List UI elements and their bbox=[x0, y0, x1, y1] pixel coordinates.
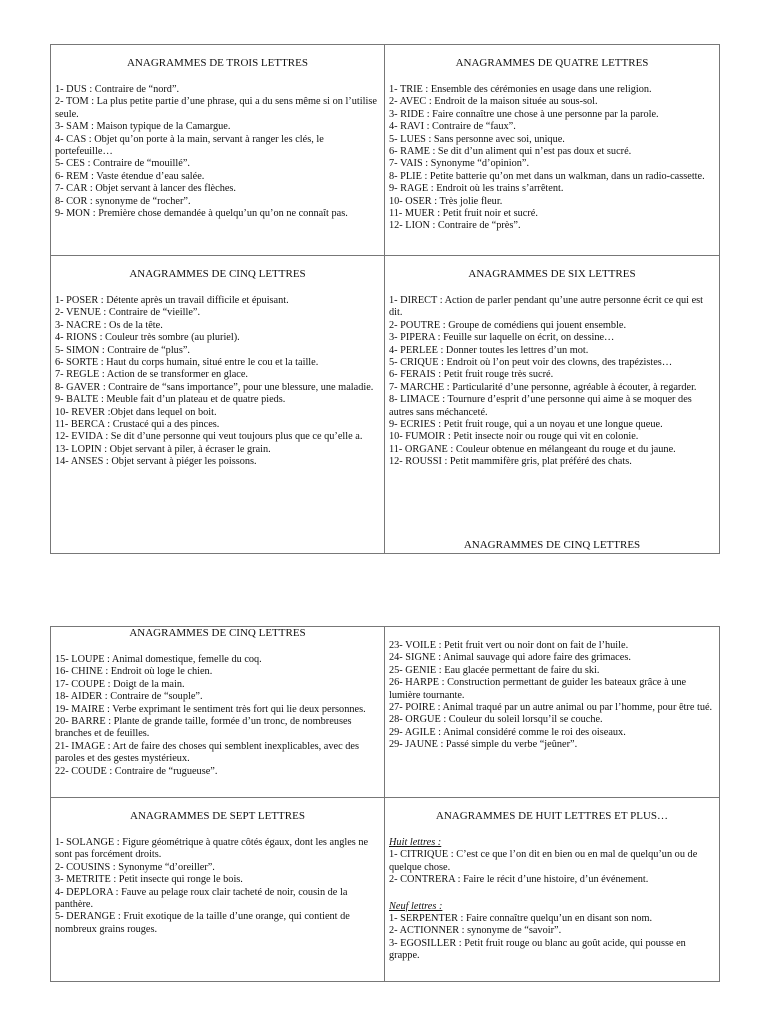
list-item: 10- REVER :Objet dans lequel on boit. bbox=[55, 406, 217, 418]
list-item: 3- RIDE : Faire connaître une chose à une personne par la parole. bbox=[389, 108, 659, 120]
list-item: 2- COUSINS : Synonyme “d’oreiller”. bbox=[55, 861, 215, 873]
list-item: 26- HARPE : Construction permettant de guider les bateaux grâce à une lumière tournante. bbox=[389, 677, 687, 701]
list-four bbox=[389, 84, 715, 233]
list-item: 8- COR : synonyme de “rocher”. bbox=[55, 195, 191, 207]
list-item: 5- LUES : Sans personne avec soi, unique. bbox=[389, 133, 565, 145]
list-item: 18- AIDER : Contraire de “souple”. bbox=[55, 691, 203, 703]
list-item: 9- BALTE : Meuble fait d’un plateau et de quatre pieds. bbox=[55, 394, 286, 406]
list-item: 10- FUMOIR : Petit insecte noir ou rouge qui vit en colonie. bbox=[389, 431, 639, 443]
list-item: 1- TRIE : Ensemble des cérémonies en usage dans une religion. bbox=[389, 84, 652, 95]
list-item: 16- CHINE : Endroit où loge le chien. bbox=[55, 666, 213, 678]
list-item: 2- AVEC : Endroit de la maison située au sous-sol. bbox=[389, 96, 598, 108]
list-item: 13- LOPIN : Objet servant à piler, à écraser le grain. bbox=[55, 443, 271, 455]
list-five bbox=[55, 295, 380, 469]
cell-five-letters bbox=[51, 255, 384, 553]
list-item: 6- FERAIS : Petit fruit rouge très sucré. bbox=[389, 369, 554, 381]
list-item: 1- SOLANGE : Figure géométrique à quatre côtés égaux, dont les angles ne sont pas forcément droits. bbox=[55, 837, 369, 861]
list-item: 1- SERPENTER : Faire connaître quelqu’un en disant son nom. bbox=[389, 913, 653, 925]
list-item: 6- RAME : Se dit d’un aliment qui n’est pas doux et sucré. bbox=[389, 146, 632, 158]
list-item: 11- MUER : Petit fruit noir et sucré. bbox=[389, 208, 538, 220]
list-item: 8- PLIE : Petite batterie qu’on met dans un walkman, dans un radio-cassette. bbox=[389, 170, 705, 182]
list-item: 5- SIMON : Contraire de “plus”. bbox=[55, 344, 190, 356]
list-item: 23- VOILE : Petit fruit vert ou noir dont on fait de l’huile. bbox=[389, 640, 629, 651]
list-item: 24- SIGNE : Animal sauvage qui adore faire des grimaces. bbox=[389, 652, 631, 664]
list-item: 14- ANSES : Objet servant à piéger les poissons. bbox=[55, 456, 257, 468]
section-title-three: ANAGRAMMES DE TROIS LETTRES bbox=[126, 57, 308, 69]
list-item: 8- GAVER : Contraire de “sans importance”, pour une blessure, une maladie. bbox=[55, 381, 374, 393]
list-item: 17- COUPE : Doigt de la main. bbox=[55, 678, 185, 690]
list-item: 2- ACTIONNER : synonyme de “savoir”. bbox=[389, 925, 562, 937]
list-item: 20- BARRE : Plante de grande taille, formée d’un tronc, de nombreuses branches et de feuilles. bbox=[55, 716, 352, 740]
section-title-five: ANAGRAMMES DE CINQ LETTRES bbox=[129, 268, 306, 280]
list-item: 15- LOUPE : Animal domestique, femelle du coq. bbox=[55, 654, 262, 665]
list-three bbox=[55, 84, 380, 220]
list-item: 6- REM : Vaste étendue d’eau salée. bbox=[55, 170, 205, 182]
list-item: 2- TOM : La plus petite partie d’une phrase, qui a du sens même si on l’utilise seule. bbox=[55, 96, 377, 120]
list-eight bbox=[389, 849, 715, 886]
list-item: 25- GENIE : Eau glacée permettant de faire du ski. bbox=[389, 664, 600, 676]
list-item: 6- SORTE : Haut du corps humain, situé entre le cou et la taille. bbox=[55, 357, 319, 369]
section-title-seven: ANAGRAMMES DE SEPT LETTRES bbox=[130, 810, 305, 822]
list-item: 9- MON : Première chose demandée à quelqu’un qu’on ne connaît pas. bbox=[55, 208, 348, 220]
list-item: 12- LION : Contraire de “près”. bbox=[389, 220, 521, 232]
list-item: 7- VAIS : Synonyme “d’opinion”. bbox=[389, 158, 530, 170]
list-item: 4- CAS : Objet qu’on porte à la main, servant à ranger les clés, le portefeuille… bbox=[55, 133, 324, 158]
anagram-table-1 bbox=[50, 44, 720, 554]
list-item: 5- CES : Contraire de “mouillé”. bbox=[55, 158, 190, 170]
anagram-table-2 bbox=[50, 626, 720, 982]
list-item: 5- DERANGE : Fruit exotique de la taille d’une orange, qui contient de nombreux grains rouges. bbox=[55, 911, 350, 935]
spacer bbox=[389, 887, 715, 901]
list-item: 4- RAVI : Contraire de “faux”. bbox=[389, 121, 516, 133]
list-item: 8- LIMACE : Tournure d’esprit d’une personne qui aime à se moquer des autres sans méchanceté. bbox=[389, 394, 692, 418]
list-five-cont bbox=[55, 654, 380, 778]
section-title-six: ANAGRAMMES DE SIX LETTRES bbox=[468, 268, 636, 280]
list-item: 1- DIRECT : Action de parler pendant qu’une autre personne écrit ce qui est dit. bbox=[389, 295, 704, 319]
list-five-more bbox=[389, 640, 715, 752]
list-item: 3- SAM : Maison typique de la Camargue. bbox=[55, 121, 231, 133]
section-title-five-continued: ANAGRAMMES DE CINQ LETTRES bbox=[463, 539, 641, 551]
list-item: 1- DUS : Contraire de “nord”. bbox=[55, 84, 180, 95]
cell-five-letters-more bbox=[384, 627, 719, 797]
list-item: 3- EGOSILLER : Petit fruit rouge ou blanc au goût acide, qui pousse en grappe. bbox=[389, 937, 686, 962]
list-item: 29- AGILE : Animal considéré comme le roi des oiseaux. bbox=[389, 726, 626, 738]
list-item: 3- METRITE : Petit insecte qui ronge le bois. bbox=[55, 874, 243, 886]
list-item: 9- ECRIES : Petit fruit rouge, qui a un noyau et une longue queue. bbox=[389, 419, 663, 431]
list-nine bbox=[389, 913, 715, 963]
list-item: 3- PIPERA : Feuille sur laquelle on écrit, on dessine… bbox=[389, 332, 615, 344]
list-item: 29- JAUNE : Passé simple du verbe “jeûner”. bbox=[389, 739, 578, 751]
list-item: 28- ORGUE : Couleur du soleil lorsqu’il se couche. bbox=[389, 714, 603, 726]
list-item: 2- VENUE : Contraire de “vieille”. bbox=[55, 307, 201, 319]
list-item: 22- COUDE : Contraire de “rugueuse”. bbox=[55, 765, 218, 777]
list-item: 7- MARCHE : Particularité d’une personne, agréable à écouter, à regarder. bbox=[389, 381, 697, 393]
list-item: 1- CITRIQUE : C’est ce que l’on dit en bien ou en mal de quelqu’un ou de quelque chose. bbox=[389, 849, 698, 873]
list-item: 7- CAR : Objet servant à lancer des flèches. bbox=[55, 183, 236, 195]
list-item: 2- POUTRE : Groupe de comédiens qui jouent ensemble. bbox=[389, 319, 627, 331]
list-item: 21- IMAGE : Art de faire des choses qui semblent inexplicables, avec des paroles et des gestes mystérieux. bbox=[55, 740, 359, 765]
list-item: 5- CRIQUE : Endroit où l’on peut voir des clowns, des trapézistes… bbox=[389, 357, 673, 369]
list-item: 4- RIONS : Couleur très sombre (au pluriel). bbox=[55, 332, 240, 344]
section-title-five-cont: ANAGRAMMES DE CINQ LETTRES bbox=[129, 627, 306, 639]
cell-five-letters-cont bbox=[51, 627, 384, 797]
list-item: 11- BERCA : Crustacé qui a des pinces. bbox=[55, 419, 220, 431]
list-item: 4- PERLEE : Donner toutes les lettres d’un mot. bbox=[389, 344, 589, 356]
list-item: 7- REGLE : Action de se transformer en glace. bbox=[55, 369, 249, 381]
section-title-four: ANAGRAMMES DE QUATRE LETTRES bbox=[455, 57, 649, 69]
list-item: 2- CONTRERA : Faire le récit d’une histoire, d’un événement. bbox=[389, 874, 649, 886]
subheading-eight-letters: Huit lettres : bbox=[389, 837, 442, 848]
cell-seven-letters bbox=[51, 797, 384, 981]
cell-eight-plus-letters bbox=[384, 797, 719, 981]
cell-six-letters bbox=[384, 255, 719, 553]
list-item: 27- POIRE : Animal traqué par un autre animal ou par l’homme, pour être tué. bbox=[389, 702, 713, 714]
subheading-nine-letters: Neuf lettres : bbox=[389, 900, 443, 912]
list-item: 4- DEPLORA : Fauve au pelage roux clair tacheté de noir, cousin de la panthère. bbox=[55, 886, 348, 911]
list-item: 12- ROUSSI : Petit mammifère gris, plat préféré des chats. bbox=[389, 456, 632, 468]
list-seven bbox=[55, 837, 380, 936]
cell-three-letters bbox=[51, 45, 384, 255]
list-item: 3- NACRE : Os de la tête. bbox=[55, 319, 163, 331]
list-item: 1- POSER : Détente après un travail difficile et épuisant. bbox=[55, 295, 289, 306]
cell-four-letters bbox=[384, 45, 719, 255]
list-item: 10- OSER : Très jolie fleur. bbox=[389, 195, 503, 207]
list-item: 11- ORGANE : Couleur obtenue en mélangeant du rouge et du jaune. bbox=[389, 443, 676, 455]
list-item: 19- MAIRE : Verbe exprimant le sentiment très fort qui lie deux personnes. bbox=[55, 703, 366, 715]
list-six bbox=[389, 295, 715, 469]
section-title-eight-plus: ANAGRAMMES DE HUIT LETTRES ET PLUS… bbox=[435, 810, 669, 822]
list-item: 9- RAGE : Endroit où les trains s’arrêtent. bbox=[389, 183, 564, 195]
list-item: 12- EVIDA : Se dit d’une personne qui veut toujours plus que ce qu’elle a. bbox=[55, 431, 363, 443]
